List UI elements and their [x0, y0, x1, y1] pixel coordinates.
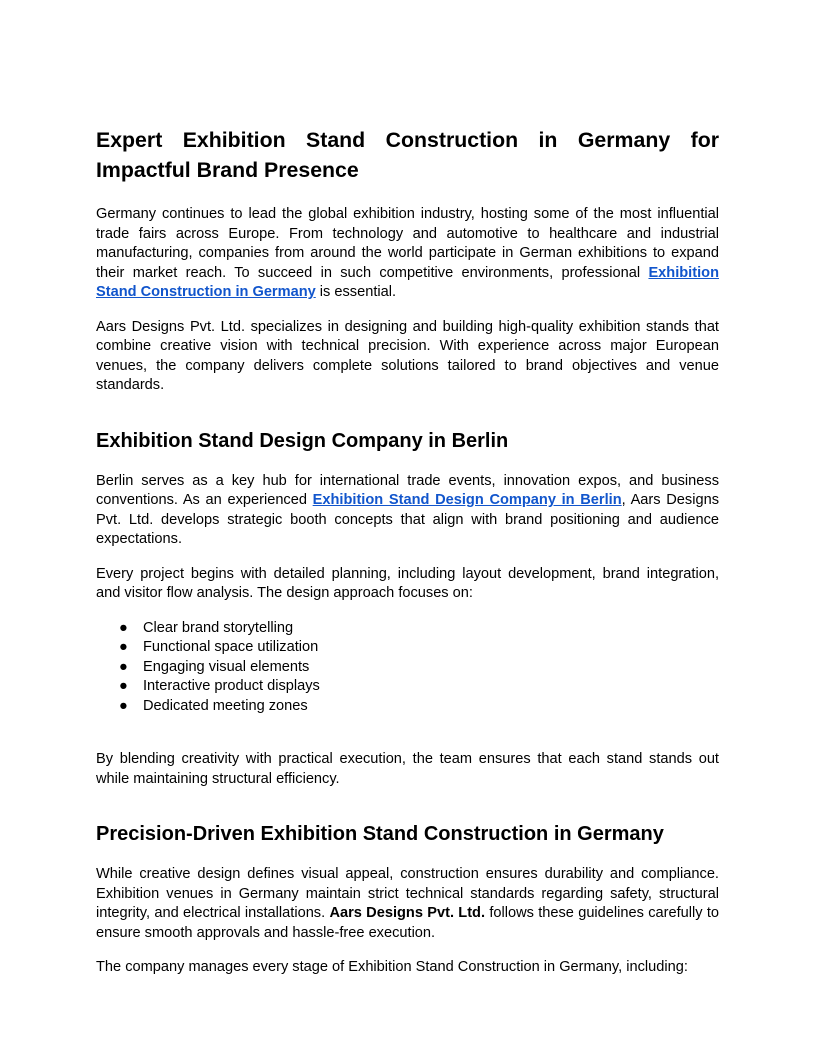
list-item [119, 697, 719, 717]
intro-p1-tail: is essential. [315, 284, 397, 300]
list-item-label: Interactive product displays [143, 678, 320, 694]
list-item-label: Functional space utilization [143, 639, 319, 655]
precision-paragraph-1 [96, 865, 719, 943]
bullet-icon: ● [119, 697, 128, 714]
berlin-p1-text: Berlin serves as a key hub for international trade events, innovation expos, and business conventions. As an experienced [96, 472, 719, 508]
intro-paragraph-1 [96, 205, 719, 303]
list-item [119, 638, 719, 658]
section-heading-berlin: Exhibition Stand Design Company in Berlin [96, 429, 509, 452]
precision-p1-tail: follows these guidelines carefully to ensure smooth approvals and hassle-free execution. [96, 905, 720, 941]
list-item-label: Dedicated meeting zones [143, 697, 308, 714]
bullet-icon: ● [119, 678, 128, 694]
berlin-p1-tail: , Aars Designs Pvt. Ltd. develops strategic booth concepts that align with brand positioning and audience expectations. [96, 492, 719, 547]
company-name-bold: Aars Designs Pvt. Ltd. [329, 905, 486, 921]
list-item [119, 677, 719, 697]
intro-paragraph-2: Aars Designs Pvt. Ltd. specializes in designing and building high-quality exhibition stands that combine creative vision with technical precision. With experience across major European venues, the company delivers complete solutions tailored to brand objectives and venue standards. [96, 318, 719, 393]
berlin-paragraph-1 [96, 472, 719, 550]
page-title: Expert Exhibition Stand Construction in Germany for Impactful Brand Presence [96, 128, 719, 182]
section-heading-precision: Precision-Driven Exhibition Stand Construction in Germany [96, 823, 664, 845]
precision-p1-text: While creative design defines visual appeal, construction ensures durability and compliance. Exhibition venues in Germany maintain strict technical standards regarding safety, structural integrity, and electrical installations. [96, 866, 719, 921]
intro-p1-text: Germany continues to lead the global exhibition industry, hosting some of the most influential trade fairs across Europe. From technology and automotive to healthcare and industrial manufacturing, companies from around the world participate in German exhibitions to expand their market reach. To succeed in such competitive environments, professional [96, 206, 719, 281]
bullet-icon: ● [119, 658, 128, 675]
design-approach-list-wrapper [96, 619, 719, 717]
document-page [96, 125, 719, 993]
list-item [119, 658, 719, 678]
bullet-icon: ● [119, 639, 128, 655]
link-exhibition-stand-design-company-berlin[interactable]: Exhibition Stand Design Company in Berlin [312, 492, 622, 508]
berlin-paragraph-2: Every project begins with detailed planning, including layout development, brand integration, and visitor flow analysis. The design approach focuses on: [96, 565, 719, 601]
list-item [119, 619, 719, 639]
design-approach-list [96, 619, 719, 717]
bullet-icon: ● [119, 619, 128, 636]
list-item-label: Engaging visual elements [143, 658, 310, 675]
berlin-paragraph-3: By blending creativity with practical execution, the team ensures that each stand stands out while maintaining structural efficiency. [96, 751, 719, 787]
link-exhibition-stand-construction-germany[interactable]: Exhibition Stand Construction in Germany [96, 264, 719, 300]
list-item-label: Clear brand storytelling [143, 619, 294, 636]
precision-paragraph-2: The company manages every stage of Exhibition Stand Construction in Germany, including: [96, 959, 688, 975]
